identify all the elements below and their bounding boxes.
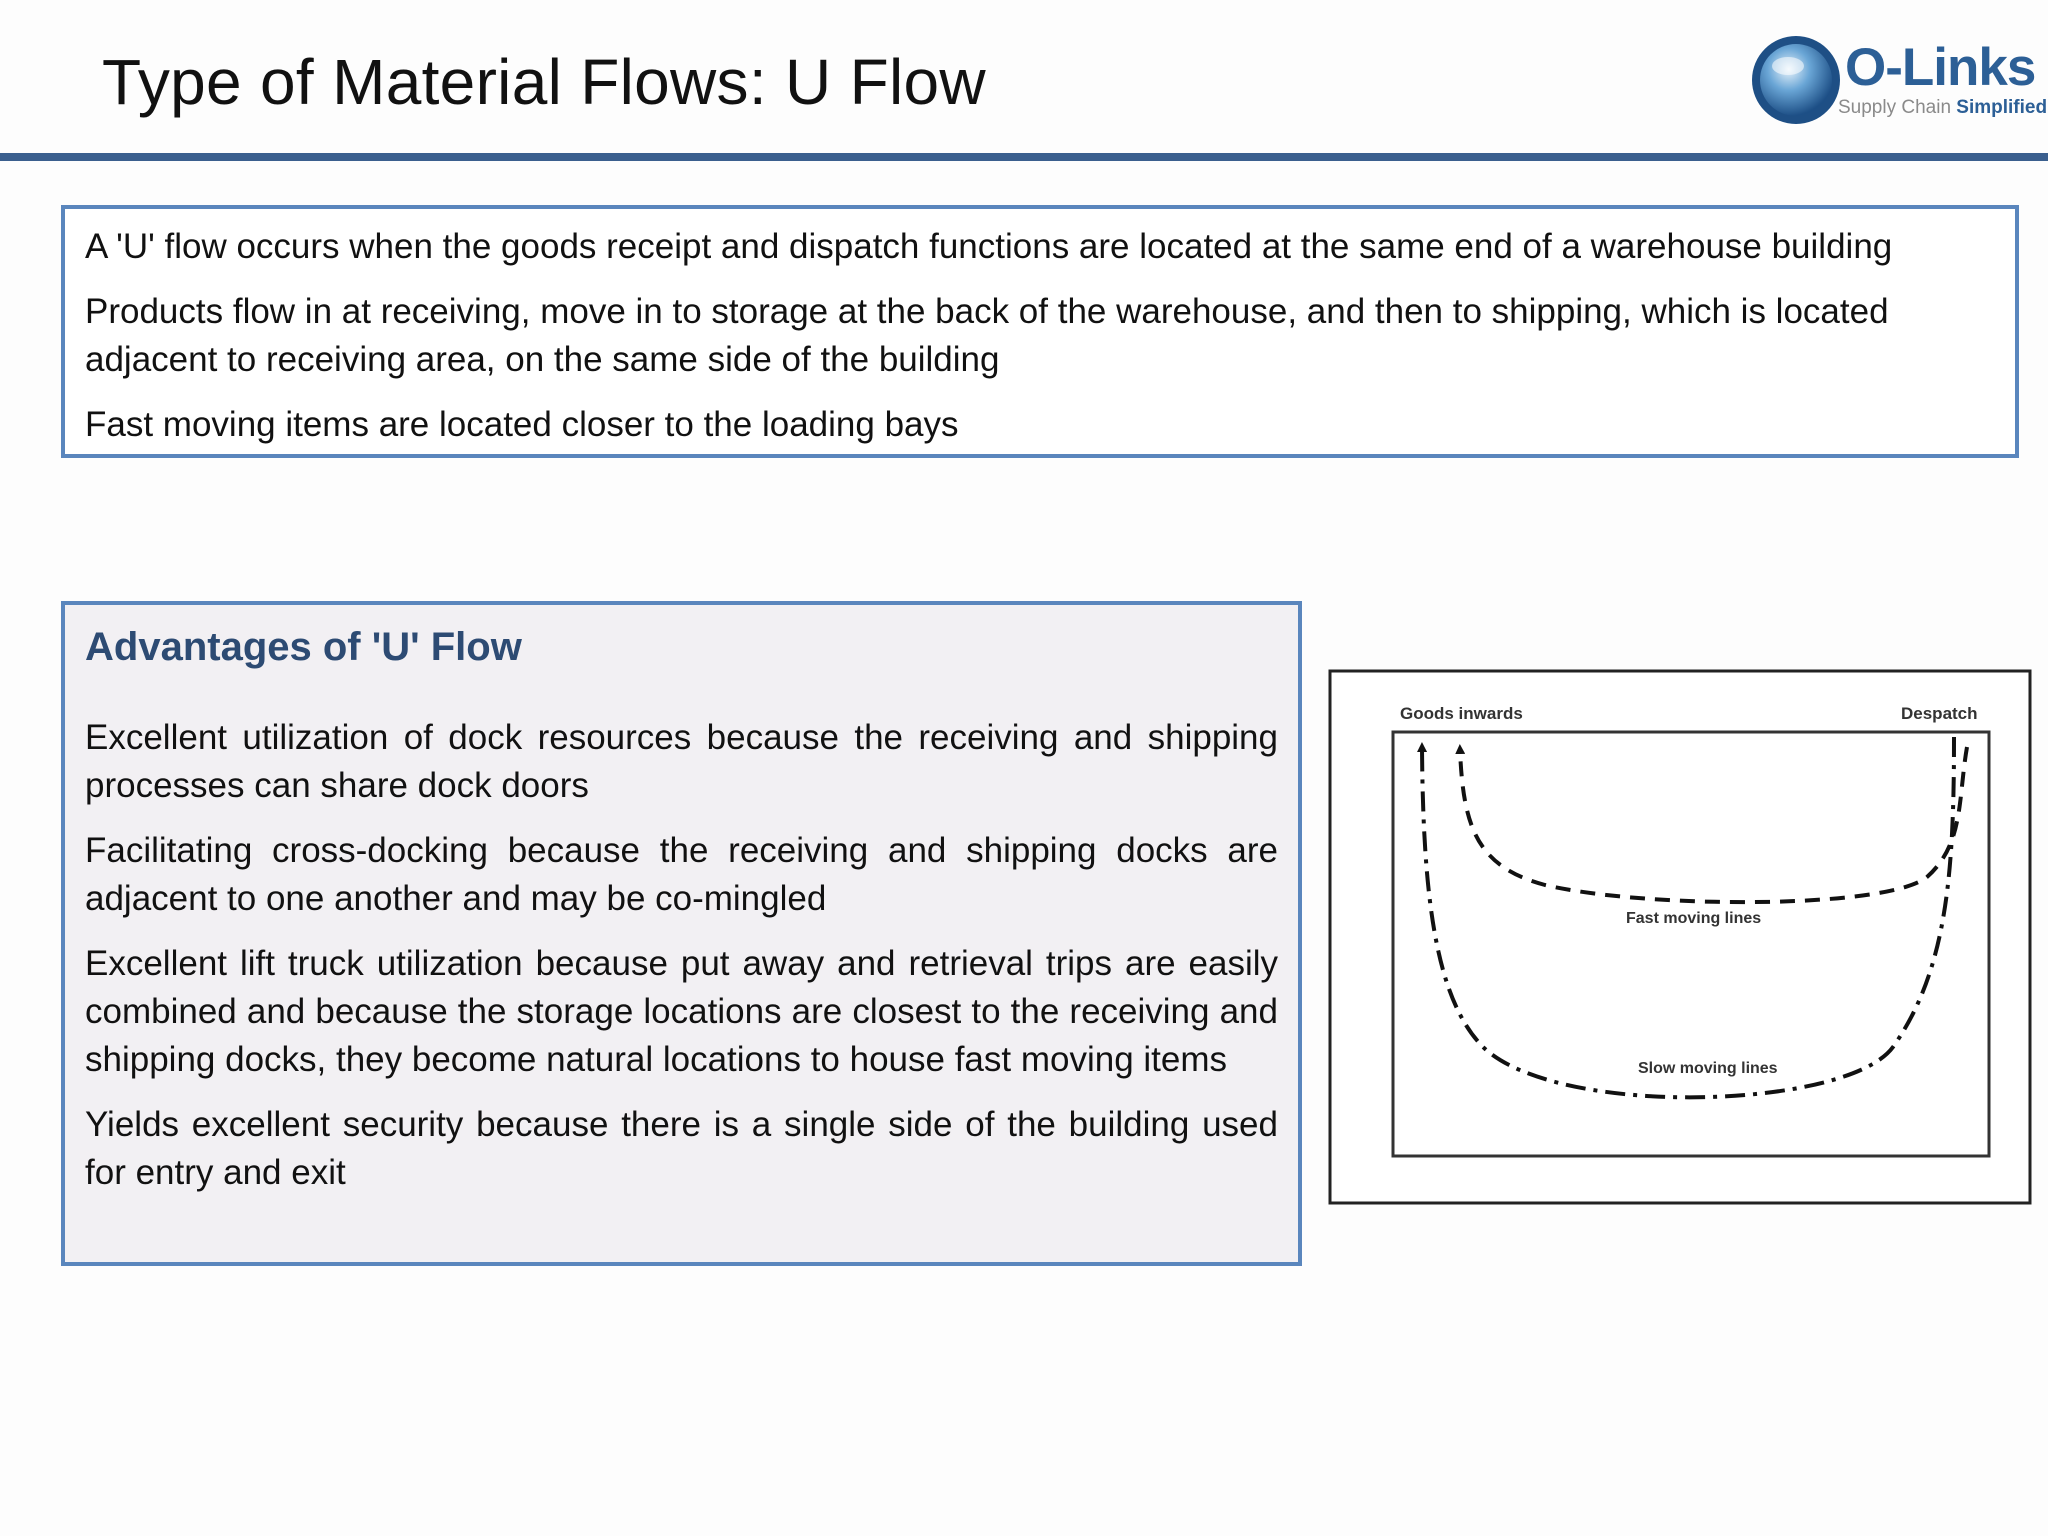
advantage-item: Excellent utilization of dock resources because the receiving and shipping processes can share dock doors xyxy=(85,718,1278,805)
goods-inwards-label: Goods inwards xyxy=(1400,704,1523,723)
advantage-item: Excellent lift truck utilization because put away and retrieval trips are easily combined and because the storage locations are closest to the receiving and shipping docks, they become natural locations to house fast moving items xyxy=(85,944,1278,1079)
advantage-item: Facilitating cross-docking because the receiving and shipping docks are adjacent to one another and may be co-mingled xyxy=(85,831,1278,918)
header-divider xyxy=(0,153,2048,161)
slow-moving-label: Slow moving lines xyxy=(1638,1060,1778,1077)
logo-wordmark: O-Links xyxy=(1845,38,2036,97)
page-title: Type of Material Flows: U Flow xyxy=(102,46,986,118)
advantage-item: Yields excellent security because there is a single side of the building used for entry and exit xyxy=(85,1105,1278,1192)
despatch-label: Despatch xyxy=(1901,704,1978,723)
intro-box xyxy=(61,205,2019,458)
u-flow-diagram xyxy=(1328,669,2032,1205)
intro-paragraph: Fast moving items are located closer to the loading bays xyxy=(85,405,959,444)
fast-moving-label: Fast moving lines xyxy=(1626,910,1762,927)
company-logo xyxy=(1750,30,2048,130)
diagram-frame xyxy=(1330,671,2030,1203)
intro-paragraph: A 'U' flow occurs when the goods receipt and dispatch functions are located at the same end of a warehouse building xyxy=(85,227,1893,266)
intro-paragraph: Products flow in at receiving, move in to storage at the back of the warehouse, and then to shipping, which is located adjacent to receiving area, on the same side of the building xyxy=(85,292,1889,379)
advantages-box xyxy=(61,601,1302,1266)
logo-tagline: Supply Chain Simplified xyxy=(1838,97,2048,118)
globe-icon xyxy=(1750,30,1845,130)
advantages-heading: Advantages of 'U' Flow xyxy=(85,625,522,669)
